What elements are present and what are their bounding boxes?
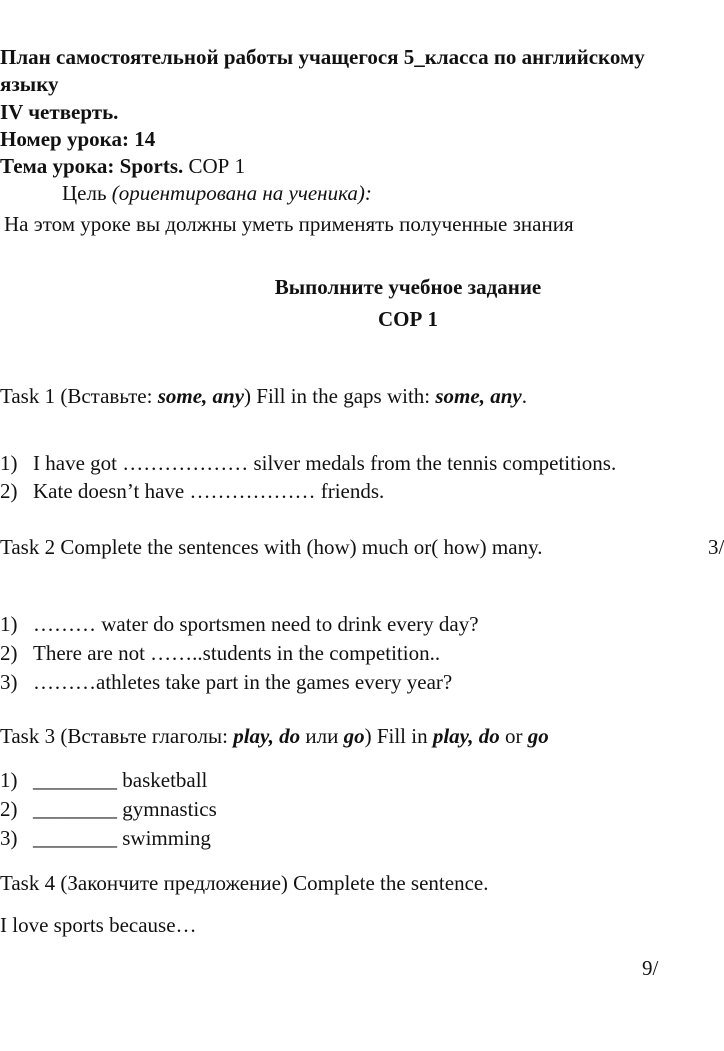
task4-prompt: I love sports because… [0,913,197,937]
item-text: ……… water do sportsmen need to drink every day? [33,612,479,636]
task4-title: Task 4 (Закончите предложение) Complete the sentence. [0,871,489,895]
total-score: 9/ [642,956,659,980]
item-text: I have got ……………… silver medals from the tennis competitions. [33,451,617,475]
topic-label: Тема урока: Sports. [0,154,184,178]
task2-item [0,641,440,665]
lesson-number: Номер урока: 14 [0,127,156,151]
topic-sor: СОР 1 [188,154,246,178]
fill-blank: ________ [33,768,117,792]
lesson-topic [0,154,245,178]
task2-item [0,670,452,694]
task3-verbs-ru-2: go [343,724,365,748]
task3-verbs-ru-1: play, do [233,724,301,748]
task1-suffix: . [521,384,527,408]
item-number: 1) [0,612,18,636]
task3-title [0,724,549,748]
item-number: 1) [0,768,18,792]
task1-middle: ) Fill in the gaps with: [244,384,436,408]
task2-score: 3/ [708,535,724,559]
fill-blank: ________ [33,826,117,850]
lesson-goal [62,181,372,205]
task1-title [0,384,527,408]
task1-prefix: Task 1 (Вставьте: [0,384,158,408]
item-text: gymnastics [122,797,217,821]
quarter-label: IV четверть. [0,100,119,124]
task1-item [0,479,384,503]
task1-item [0,451,616,475]
section-subheading: СОР 1 [377,307,439,331]
task3-prefix: Task 3 (Вставьте глаголы: [0,724,234,748]
item-text: Kate doesn’t have ……………… friends. [33,479,385,503]
task3-item [0,826,211,850]
task3-item [0,797,217,821]
goal-note: (ориентирована на ученика): [111,181,372,205]
task3-verbs-en-1: play, do [432,724,500,748]
goal-text: На этом уроке вы должны уметь применять полученные знания [4,212,574,236]
task1-words-en: some, any [435,384,522,408]
item-number: 3) [0,670,18,694]
section-heading: Выполните учебное задание [274,275,542,299]
task3-verbs-en-2: go [527,724,549,748]
task3-item [0,768,207,792]
item-number: 2) [0,479,18,503]
item-text: basketball [122,768,208,792]
plan-title-line-1: План самостоятельной работы учащегося 5_класса по английскому [0,45,645,69]
item-text: There are not ……..students in the competition.. [33,641,441,665]
item-number: 2) [0,641,18,665]
item-text: swimming [122,826,211,850]
task2-title: Task 2 Complete the sentences with (how) much or( how) many. [0,535,543,559]
task3-middle: ) Fill in [364,724,433,748]
item-number: 1) [0,451,18,475]
goal-label: Цель [62,181,107,205]
item-text: ………athletes take part in the games every year? [33,670,453,694]
fill-blank: ________ [33,797,117,821]
task3-or-ru: или [300,724,344,748]
plan-title-line-2: языку [0,72,59,96]
item-number: 3) [0,826,18,850]
task1-words-ru: some, any [157,384,245,408]
task2-item [0,612,479,636]
item-number: 2) [0,797,18,821]
task3-or-en: or [499,724,528,748]
